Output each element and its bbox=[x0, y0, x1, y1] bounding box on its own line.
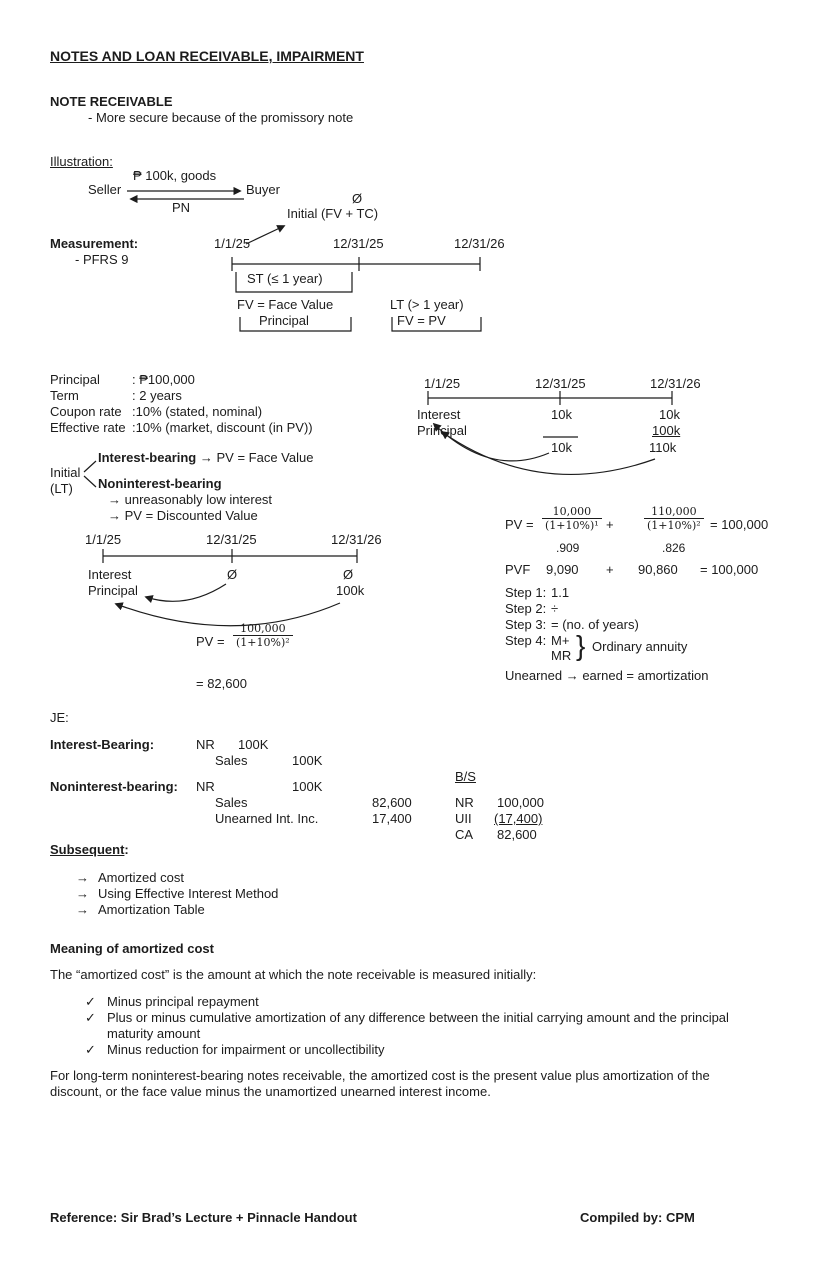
st-label: ST (≤ 1 year) bbox=[247, 271, 323, 286]
pvf-row-value-2: 90,860 bbox=[638, 562, 678, 577]
ib-debit-account: NR bbox=[196, 737, 215, 752]
ib-je-label: Interest-Bearing: bbox=[50, 737, 155, 752]
pv-single-result: = 82,600 bbox=[196, 676, 247, 691]
seller-label: Seller bbox=[88, 182, 122, 197]
step-value: M+ bbox=[551, 633, 570, 648]
pv-frac1-denominator: (1+10%)¹ bbox=[542, 518, 602, 532]
pv-single-numerator: 100,000 bbox=[240, 622, 286, 635]
illustration-heading: Illustration: bbox=[50, 154, 113, 169]
pv-total-plus: + bbox=[606, 517, 614, 532]
check-icon: ✓ bbox=[85, 1042, 96, 1057]
amortized-cost-item: Plus or minus cumulative amortization of any difference between the initial carrying amount and the principal maturity amount bbox=[107, 1010, 729, 1041]
term-label: Coupon rate bbox=[50, 404, 122, 419]
pv-single-lhs: PV = bbox=[196, 634, 225, 649]
step-value: 1.1 bbox=[551, 585, 570, 600]
nib-date-2: 12/31/25 bbox=[206, 532, 257, 547]
bs-amount: 82,600 bbox=[497, 827, 537, 842]
fv-principal-label: Principal bbox=[259, 313, 309, 328]
bs-account: CA bbox=[455, 827, 474, 842]
nib-credit2-amount: 17,400 bbox=[372, 811, 412, 826]
pv-total-result: = 100,000 bbox=[710, 517, 769, 532]
check-icon: ✓ bbox=[85, 1010, 96, 1025]
pv-frac2-numerator: 110,000 bbox=[651, 505, 697, 518]
je-heading: JE: bbox=[50, 710, 69, 725]
subsequent-item: Amortized cost bbox=[98, 870, 184, 885]
ib-interest-y2: 10k bbox=[659, 407, 680, 422]
measurement-date-1: 1/1/25 bbox=[214, 236, 251, 251]
ib-principal-y2: 100k bbox=[652, 423, 681, 438]
arrow-bullet: → bbox=[76, 902, 89, 917]
nib-date-1: 1/1/25 bbox=[85, 532, 122, 547]
initial-lt-label-top: Initial bbox=[50, 465, 81, 480]
step-label: Step 4: bbox=[505, 633, 547, 648]
amortized-cost-closing: For long-term noninterest-bearing notes receivable, the amortized cost is the present value plus amortization of the discount, or the face value minus the unamortized unearned interest income. bbox=[50, 1068, 710, 1099]
pv-frac2-denominator: (1+10%)² bbox=[644, 518, 704, 532]
step-label: Step 3: bbox=[505, 617, 547, 632]
pv-total-fraction-2 bbox=[644, 505, 704, 532]
noninterest-bullet-2: → PV = Discounted Value bbox=[108, 508, 258, 523]
buyer-label: Buyer bbox=[246, 182, 280, 197]
pv-total-fraction-1 bbox=[542, 505, 602, 532]
noninterest-bearing-branch-label: Noninterest-bearing bbox=[98, 476, 222, 491]
subsequent-heading: Subsequent bbox=[50, 842, 125, 857]
initial-fv-tc-label: Initial (FV + TC) bbox=[287, 206, 379, 221]
pv-frac1-numerator: 10,000 bbox=[552, 505, 592, 518]
pn-arrow-label: PN bbox=[172, 200, 191, 215]
ib-date-3: 12/31/26 bbox=[650, 376, 701, 391]
nib-credit1-account: Sales bbox=[215, 795, 248, 810]
interest-bearing-label: Interest-bearing bbox=[98, 450, 197, 465]
arrow-bullet: → bbox=[76, 886, 89, 901]
amortized-cost-intro: The “amortized cost” is the amount at which the note receivable is measured initially: bbox=[50, 967, 537, 982]
bs-account: NR bbox=[455, 795, 474, 810]
check-icon: ✓ bbox=[85, 994, 96, 1009]
measurement-heading: Measurement: bbox=[50, 236, 139, 251]
pvf-factor-1: .909 bbox=[556, 541, 580, 555]
nib-principal-row-label: Principal bbox=[88, 583, 138, 598]
pvf-factor-2: .826 bbox=[662, 541, 686, 555]
noninterest-curve-arrow-2 bbox=[116, 603, 340, 626]
pv-single-denominator: (1+10%)² bbox=[233, 635, 293, 649]
bs-amount: (17,400) bbox=[494, 811, 543, 826]
bs-heading: B/S bbox=[455, 769, 476, 784]
term-label: Principal bbox=[50, 372, 100, 387]
initial-lt-label-bottom: (LT) bbox=[50, 481, 73, 496]
pvf-row-plus: + bbox=[606, 562, 614, 577]
ib-interest-row-label: Interest bbox=[417, 407, 461, 422]
annuity-brace: } bbox=[576, 630, 586, 661]
bs-account: UII bbox=[455, 811, 472, 826]
nib-credit2-account: Unearned Int. Inc. bbox=[215, 811, 319, 826]
ib-debit-amount: 100K bbox=[238, 737, 269, 752]
ib-total-y1: 10k bbox=[551, 440, 572, 455]
arrow-bullet: → bbox=[76, 870, 89, 885]
page-title: NOTES AND LOAN RECEIVABLE, IMPAIRMENT bbox=[50, 48, 364, 64]
subsequent-item: Amortization Table bbox=[98, 902, 205, 917]
footer-compiled-by: Compiled by: CPM bbox=[580, 1210, 695, 1225]
nib-je-label: Noninterest-bearing: bbox=[50, 779, 178, 794]
pv-single-fraction bbox=[233, 622, 293, 649]
ib-interest-y1: 10k bbox=[551, 407, 572, 422]
amortized-cost-item: Minus reduction for impairment or uncollectibility bbox=[107, 1042, 385, 1057]
lt-fv-pv-label: FV = PV bbox=[397, 313, 446, 328]
ib-date-2: 12/31/25 bbox=[535, 376, 586, 391]
ib-credit-account: Sales bbox=[215, 753, 248, 768]
nib-interest-y1: Ø bbox=[227, 567, 238, 582]
zero-symbol: Ø bbox=[352, 191, 363, 206]
term-label: Term bbox=[50, 388, 79, 403]
bs-amount: 100,000 bbox=[497, 795, 544, 810]
subsequent-colon: : bbox=[124, 842, 129, 857]
goods-arrow-label: ₱ 100k, goods bbox=[133, 168, 217, 183]
step-label: Step 2: bbox=[505, 601, 547, 616]
interest-bearing-branch bbox=[98, 450, 313, 466]
unearned-note: Unearned → earned = amortization bbox=[505, 668, 709, 683]
step-value-mr: MR bbox=[551, 648, 572, 663]
interest-curve-arrow-2 bbox=[442, 432, 655, 474]
pv-total-lhs: PV = bbox=[505, 517, 534, 532]
term-label: Effective rate bbox=[50, 420, 126, 435]
amortized-cost-heading: Meaning of amortized cost bbox=[50, 941, 214, 956]
amortized-cost-item: Minus principal repayment bbox=[107, 994, 259, 1009]
ib-principal-row-label: Principal bbox=[417, 423, 467, 438]
note-receivable-heading: NOTE RECEIVABLE bbox=[50, 94, 173, 109]
interest-bearing-rest: → PV = Face Value bbox=[199, 450, 314, 465]
term-value: :10% (stated, nominal) bbox=[132, 404, 263, 419]
nib-interest-y2: Ø bbox=[343, 567, 354, 582]
noninterest-bullet-1: → unreasonably low interest bbox=[108, 492, 273, 507]
note-receivable-description: - More secure because of the promissory note bbox=[88, 110, 354, 125]
nib-principal-y2: 100k bbox=[336, 583, 365, 598]
nib-date-3: 12/31/26 bbox=[331, 532, 382, 547]
subsequent-heading-row bbox=[50, 842, 129, 858]
term-value: : ₱100,000 bbox=[132, 372, 195, 387]
term-value: : 2 years bbox=[132, 388, 182, 403]
ib-credit-amount: 100K bbox=[292, 753, 323, 768]
measurement-date-3: 12/31/26 bbox=[454, 236, 505, 251]
step-value: ÷ bbox=[551, 601, 559, 616]
pvf-row-result: = 100,000 bbox=[700, 562, 759, 577]
subsequent-item: Using Effective Interest Method bbox=[98, 886, 279, 901]
nib-debit-account: NR bbox=[196, 779, 215, 794]
footer-reference: Reference: Sir Brad’s Lecture + Pinnacle Handout bbox=[50, 1210, 357, 1225]
ib-date-1: 1/1/25 bbox=[424, 376, 461, 391]
nib-interest-row-label: Interest bbox=[88, 567, 132, 582]
measurement-standard: - PFRS 9 bbox=[75, 252, 129, 267]
noninterest-curve-arrow-1 bbox=[146, 584, 226, 601]
lt-label: LT (> 1 year) bbox=[390, 297, 464, 312]
step-label: Step 1: bbox=[505, 585, 547, 600]
annuity-label: Ordinary annuity bbox=[592, 639, 688, 654]
initial-pointer-arrow bbox=[246, 226, 284, 244]
nib-debit-amount: 100K bbox=[292, 779, 323, 794]
fork-line-top bbox=[84, 461, 96, 472]
nib-credit1-amount: 82,600 bbox=[372, 795, 412, 810]
term-value: :10% (market, discount (in PV)) bbox=[132, 420, 313, 435]
measurement-date-2: 12/31/25 bbox=[333, 236, 384, 251]
pvf-row-value-1: 9,090 bbox=[546, 562, 579, 577]
fv-face-value-label: FV = Face Value bbox=[237, 297, 334, 312]
pvf-row-label: PVF bbox=[505, 562, 531, 577]
fork-line-bottom bbox=[84, 476, 96, 487]
ib-total-y2: 110k bbox=[649, 440, 677, 455]
step-value: = (no. of years) bbox=[551, 617, 639, 632]
